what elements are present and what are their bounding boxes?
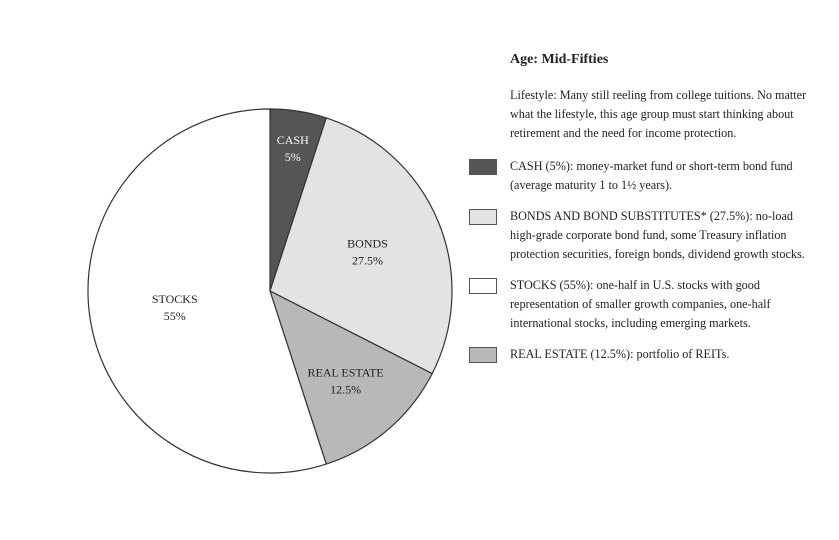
pie-slices (88, 109, 452, 473)
slice-label-cash: CASH 5% (276, 133, 309, 165)
legend-swatch-cash (469, 159, 497, 175)
legend-text-real-estate: REAL ESTATE (12.5%): portfolio of REITs. (510, 347, 730, 361)
slice-label-bonds: BONDS 27.5% (347, 236, 388, 268)
legend-item-cash (510, 157, 810, 195)
chart-title: Age: Mid-Fifties (510, 52, 609, 67)
slice-label-stocks: STOCKS 55% (151, 292, 198, 324)
info-panel (510, 52, 810, 364)
legend-swatch-stocks (469, 278, 497, 294)
legend-item-stocks (510, 276, 810, 333)
legend-item-bonds (510, 207, 810, 264)
legend-swatch-bonds (469, 209, 497, 225)
legend-text-cash: CASH (5%): money-market fund or short-term bond fund (average maturity 1 to 1½ years). (510, 159, 793, 192)
legend-text-stocks: STOCKS (55%): one-half in U.S. stocks with good representation of smaller growth companies, one-half international stocks, including emerging markets. (510, 278, 771, 330)
lifestyle-description: Lifestyle: Many still reeling from college tuitions. No matter what the lifestyle, this age group must start thinking about retirement and the need for income protection. (510, 88, 807, 140)
legend-swatch-real-estate (469, 347, 497, 363)
legend-item-real-estate (510, 345, 810, 364)
legend-text-bonds: BONDS AND BOND SUBSTITUTES* (27.5%): no-load high-grade corporate bond fund, some Treasury inflation protection securities, foreign bonds, dividend growth stocks. (510, 209, 805, 261)
slice-label-real-estate: REAL ESTATE 12.5% (307, 365, 384, 397)
